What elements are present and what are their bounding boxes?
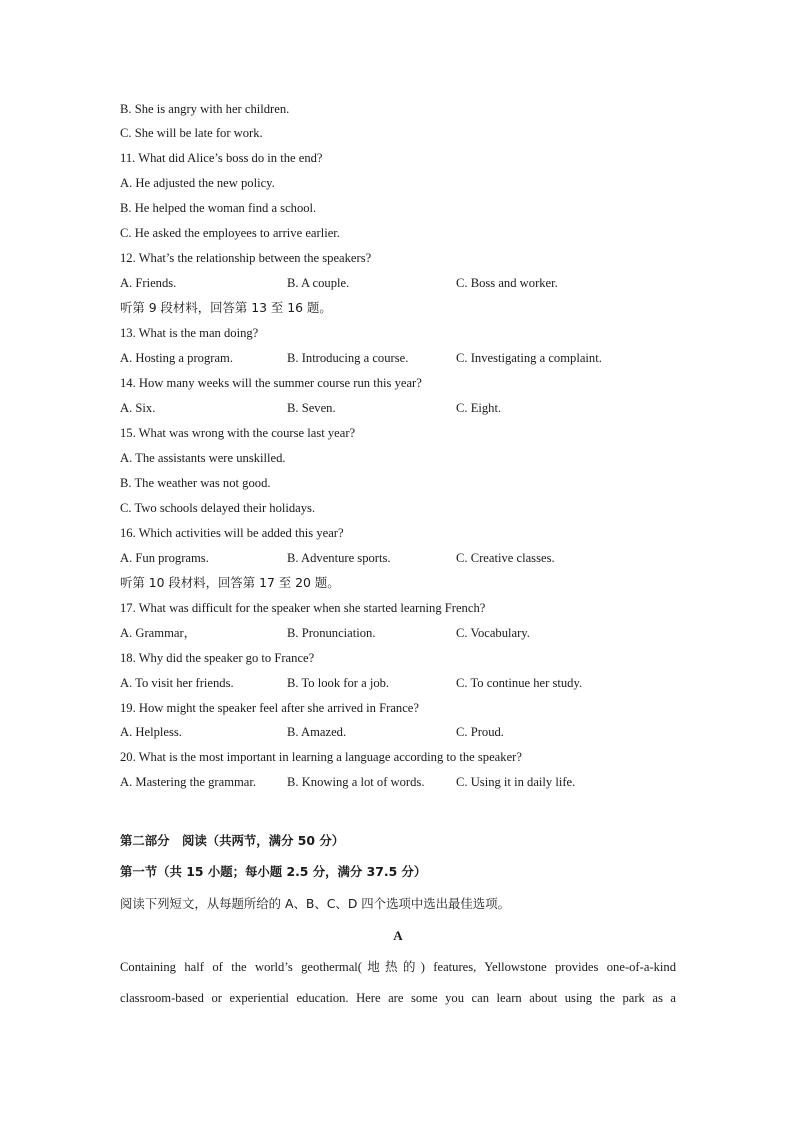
q18-options [120,675,680,691]
passage-line-2: classroom-based or experiential education. Here are some you can learn about using the park as a [120,991,676,1005]
q15-option-c: C. Two schools delayed their holidays. [120,501,316,515]
q20-option-c: C. Using it in daily life. [456,775,576,789]
q18-option-a: A. To visit her friends. [120,676,234,690]
q19-option-b: B. Amazed. [287,725,347,739]
q18-question: 18. Why did the speaker go to France? [120,651,315,665]
q17-option-c: C. Vocabulary. [456,626,530,640]
q16-option-c: C. Creative classes. [456,551,555,565]
q16-options [120,550,680,566]
q14-question: 14. How many weeks will the summer course run this year? [120,376,422,390]
q20-options [120,774,680,790]
q13-option-b: B. Introducing a course. [287,351,409,365]
q10-option-c: C. She will be late for work. [120,126,263,140]
q17-option-a: A. Grammar， [120,626,197,640]
q12-option-a: A. Friends. [120,276,177,290]
q20-option-b: B. Knowing a lot of words. [287,775,425,789]
q13-options [120,350,680,366]
q11-option-a: A. He adjusted the new policy. [120,176,275,190]
q19-options [120,724,680,740]
passage-line-1: Containing half of the world’s geothermal(地热的) features, Yellowstone provides one-of-a-kind [120,960,676,974]
passage-a [120,952,676,1014]
q19-question: 19. How might the speaker feel after she arrived in France? [120,701,419,715]
q13-question: 13. What is the man doing? [120,326,259,340]
q12-option-b: B. A couple. [287,276,350,290]
q20-option-a: A. Mastering the grammar. [120,775,257,789]
section-10-instruction: 听第 10 段材料，回答第 17 至 20 题。 [120,575,340,590]
part-2-title: 第二部分 阅读（共两节，满分 50 分） [120,833,345,848]
q11-option-b: B. He helped the woman find a school. [120,201,317,215]
q13-option-a: A. Hosting a program. [120,351,233,365]
q16-option-a: A. Fun programs. [120,551,209,565]
q14-option-a: A. Six. [120,401,156,415]
q17-options [120,625,680,641]
section-1-title: 第一节（共 15 小题；每小题 2.5 分，满分 37.5 分） [120,864,427,879]
q14-options [120,400,680,416]
q19-option-c: C. Proud. [456,725,504,739]
q10-option-b: B. She is angry with her children. [120,102,290,116]
q11-question: 11. What did Alice’s boss do in the end? [120,151,323,165]
q16-option-b: B. Adventure sports. [287,551,391,565]
q17-option-b: B. Pronunciation. [287,626,376,640]
q15-option-b: B. The weather was not good. [120,476,271,490]
q15-option-a: A. The assistants were unskilled. [120,451,286,465]
q17-question: 17. What was difficult for the speaker when she started learning French? [120,601,486,615]
q15-question: 15. What was wrong with the course last year? [120,426,356,440]
q11-option-c: C. He asked the employees to arrive earlier. [120,226,340,240]
q12-question: 12. What’s the relationship between the speakers? [120,251,372,265]
q13-option-c: C. Investigating a complaint. [456,351,602,365]
q14-option-c: C. Eight. [456,401,502,415]
reading-instructions: 阅读下列短文，从每题所给的 A、B、C、D 四个选项中选出最佳选项。 [120,896,510,911]
q12-option-c: C. Boss and worker. [456,276,558,290]
q12-options [120,275,680,291]
q20-question: 20. What is the most important in learning a language according to the speaker? [120,750,522,764]
q16-question: 16. Which activities will be added this year? [120,526,344,540]
passage-label: A [393,928,403,943]
q19-option-a: A. Helpless. [120,725,182,739]
section-9-instruction: 听第 9 段材料，回答第 13 至 16 题。 [120,300,332,315]
q14-option-b: B. Seven. [287,401,336,415]
q18-option-c: C. To continue her study. [456,676,583,690]
q18-option-b: B. To look for a job. [287,676,390,690]
